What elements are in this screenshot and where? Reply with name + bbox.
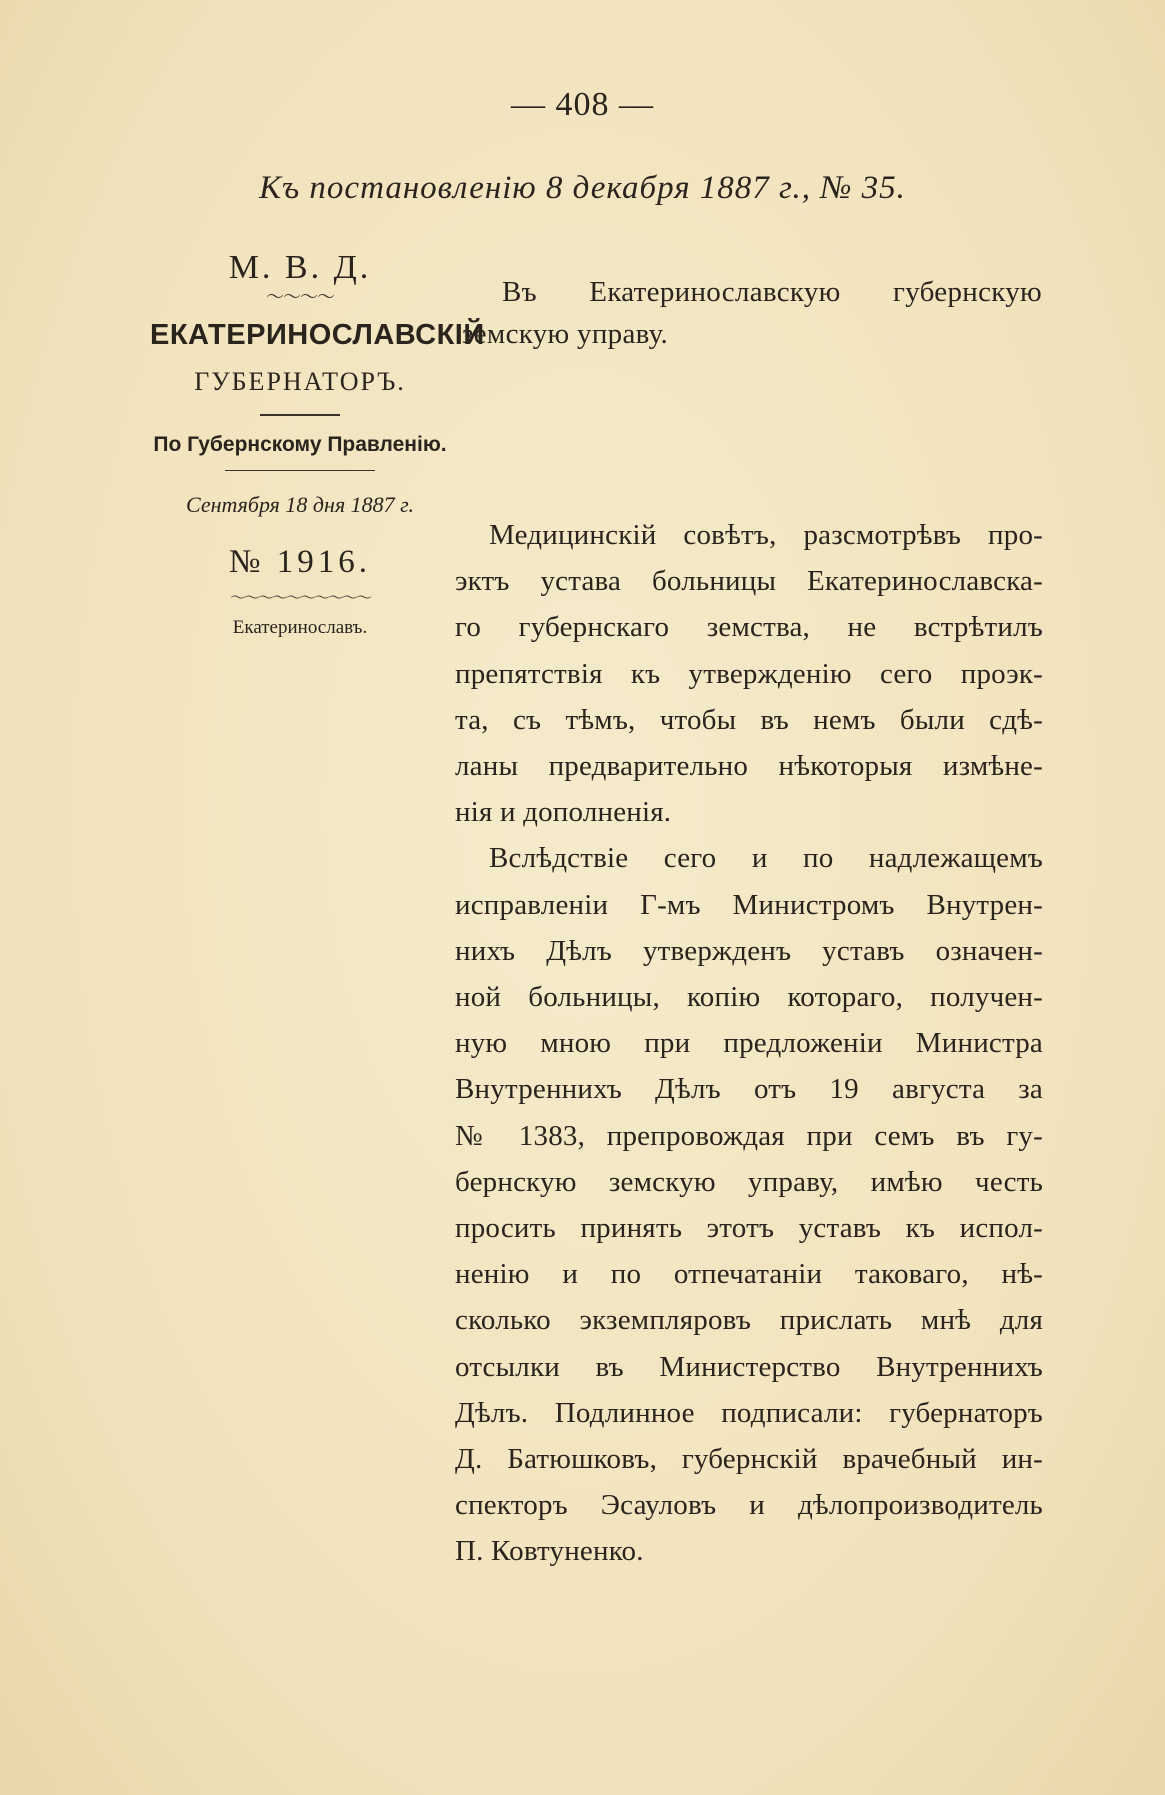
governor-office: ЕКАТЕРИНОСЛАВСКІЙ — [150, 319, 485, 351]
text-line: нихъ Дѣлъ утвержденъ уставъ означен- — [455, 934, 1043, 967]
address-line: Въ Екатеринославскую губернскую — [502, 276, 1042, 308]
text-line: ненію и по отпечатаніи таковаго, нѣ- — [455, 1258, 1043, 1291]
text-line: № 1383, препровождая при семъ въ гу- — [455, 1119, 1043, 1152]
flourish-divider: ～～～～～～～～～～ — [229, 590, 370, 607]
strikethrough-line — [260, 414, 340, 416]
document-heading: Къ постановленію 8 декабря 1887 г., № 35. — [259, 170, 906, 206]
text-line: Внутреннихъ Дѣлъ отъ 19 августа за — [455, 1073, 1043, 1106]
text-line: П. Ковтуненко. — [455, 1535, 644, 1568]
department-label: По Губернскому Правленію. — [153, 433, 447, 456]
text-line: го губернскаго земства, не встрѣтилъ — [455, 611, 1043, 644]
governor-title: ГУБЕРНАТОРЪ. — [194, 367, 406, 396]
text-line: ную мною при предложеніи Министра — [455, 1027, 1043, 1060]
text-line: ной больницы, копію котораго, получен- — [455, 981, 1043, 1014]
ministry-abbreviation: М. В. Д. — [228, 249, 372, 286]
page-number: — 408 — — [511, 86, 654, 123]
text-line: просить принять этотъ уставъ къ испол- — [455, 1212, 1043, 1245]
ornament-divider: ～～～～ — [266, 287, 334, 307]
recipient-address — [462, 272, 1042, 354]
sender-block — [150, 248, 485, 643]
text-line: Вслѣдствіе сего и по надлежащемъ — [489, 842, 1043, 875]
letter-date: Сентября 18 дня 1887 г. — [186, 492, 414, 517]
divider-rule — [225, 470, 375, 471]
text-line: сколько экземпляровъ прислать мнѣ для — [455, 1304, 1043, 1337]
paragraph — [455, 512, 1043, 835]
address-line: земскую управу. — [462, 318, 669, 350]
text-line: препятствія къ утвержденію сего проэк- — [455, 657, 1043, 690]
text-line: нія и дополненія. — [455, 796, 672, 829]
letter-number: № 1916. — [229, 544, 371, 580]
paragraph — [455, 835, 1043, 1574]
text-line: эктъ устава больницы Екатеринославска- — [455, 565, 1043, 598]
text-line: спекторъ Эсауловъ и дѣлопроизводитель — [455, 1489, 1043, 1522]
text-line: Дѣлъ. Подлинное подписали: губернаторъ — [455, 1396, 1043, 1429]
text-line: Медицинскій совѣтъ, разсмотрѣвъ про- — [489, 519, 1043, 551]
text-line: ланы предварительно нѣкоторыя измѣне- — [455, 750, 1043, 783]
text-line: Д. Батюшковъ, губернскій врачебный ин- — [455, 1443, 1043, 1476]
letter-body — [455, 512, 1043, 1575]
text-line: бернскую земскую управу, имѣю честь — [455, 1165, 1043, 1198]
text-line: исправленіи Г-мъ Министромъ Внутрен- — [455, 888, 1043, 921]
text-line: та, съ тѣмъ, чтобы въ немъ были сдѣ- — [455, 703, 1043, 736]
city-name: Екатеринославъ. — [232, 617, 368, 638]
text-line: отсылки въ Министерство Внутреннихъ — [455, 1350, 1043, 1383]
